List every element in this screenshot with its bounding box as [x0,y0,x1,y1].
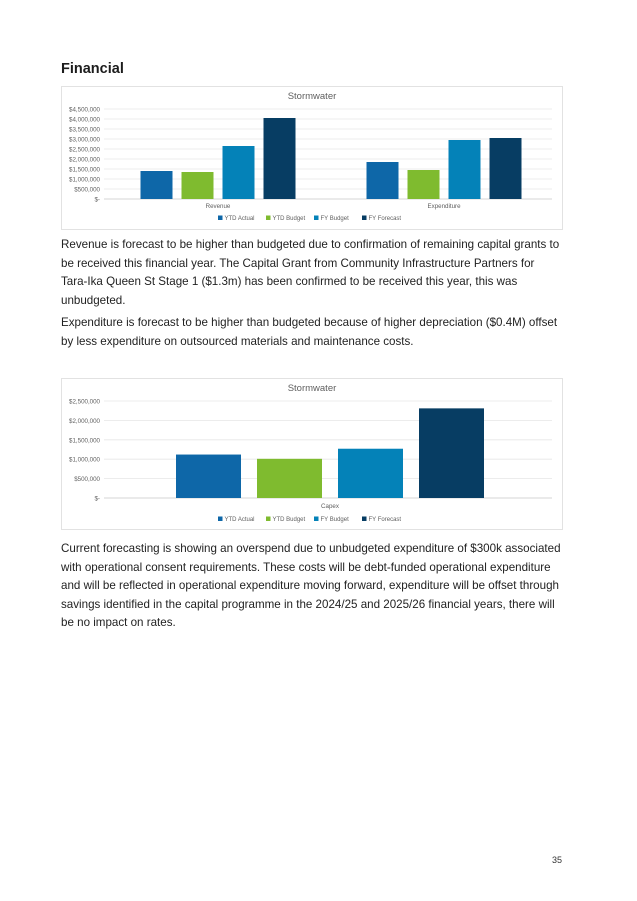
legend-label: YTD Budget [272,517,306,523]
category-label: Capex [321,503,339,510]
page-number: 35 [552,855,563,865]
y-tick-label: $1,000,000 [69,456,100,464]
bar-ytd-budget [257,459,322,498]
y-tick-label: $2,000,000 [69,156,100,164]
bar-ytd-actual [176,455,241,498]
legend-swatch [218,517,223,522]
legend-swatch [362,216,367,221]
category-label: Expenditure [427,203,461,210]
y-tick-label: $1,500,000 [69,437,100,445]
bar-fy-budget [338,449,403,498]
legend-swatch [314,216,319,221]
y-tick-label: $3,500,000 [69,126,100,134]
revenue-paragraph: Revenue is forecast to be higher than budgeted due to confirmation of remaining capital grants to be received this financial year. The Capital Grant from Community Infrastructure Partners for Tara-Ika Queen St Stage 1 ($1.3m) has been confirmed to be received this year, this was unbudgeted. [61,238,560,307]
page-heading: Financial [61,61,124,77]
revenue-expenditure-chart-svg [62,87,562,229]
bar-ytd-actual [367,162,399,199]
legend-label: FY Forecast [368,517,402,523]
legend-label: YTD Budget [272,216,306,222]
chart-title: Stormwater [287,91,337,102]
bar-fy-forecast [264,118,296,199]
chart-title: Stormwater [287,383,337,394]
y-tick-label: $2,500,000 [69,146,100,154]
y-tick-label: $4,000,000 [69,116,100,124]
legend-label: FY Budget [320,517,349,523]
bar-fy-forecast [490,138,522,199]
y-tick-label: $1,000,000 [69,176,100,184]
legend-swatch [266,517,271,522]
y-tick-label: $3,000,000 [69,136,100,144]
legend-swatch [218,216,223,221]
bar-ytd-budget [408,170,440,199]
bar-fy-forecast [419,408,484,498]
y-tick-label: $- [94,196,100,204]
bar-ytd-actual [141,171,173,199]
bar-fy-budget [223,146,255,199]
y-tick-label: $4,500,000 [69,106,100,114]
bar-ytd-budget [182,172,214,199]
category-label: Revenue [205,203,231,210]
bar-fy-budget [449,140,481,199]
y-tick-label: $2,000,000 [69,417,100,425]
y-tick-label: $2,500,000 [69,398,100,406]
legend-label: FY Forecast [368,216,402,222]
legend-swatch [362,517,367,522]
y-tick-label: $500,000 [74,186,100,194]
y-tick-label: $500,000 [74,476,100,484]
legend-label: YTD Actual [224,517,255,523]
legend-swatch [266,216,271,221]
capex-paragraph: Current forecasting is showing an overspend due to unbudgeted expenditure of $300k associated with operational consent requirements. These costs will be debt-funded operational expenditure and will be reflected in operational expenditure moving forward, expenditure will be offset through savings identified in the capital programme in the 2024/25 and 2025/26 financial years, there will be no impact on rates. [61,542,561,629]
revenue-expenditure-chart [61,86,563,230]
expenditure-paragraph: Expenditure is forecast to be higher than budgeted because of higher depreciation ($0.4M) offset by less expenditure on outsourced materials and maintenance costs. [61,316,558,348]
legend-swatch [314,517,319,522]
legend-label: YTD Actual [224,216,255,222]
capex-chart-svg [62,379,562,529]
y-tick-label: $- [94,495,100,503]
capex-chart [61,378,563,530]
y-tick-label: $1,500,000 [69,166,100,174]
legend-label: FY Budget [320,216,349,222]
